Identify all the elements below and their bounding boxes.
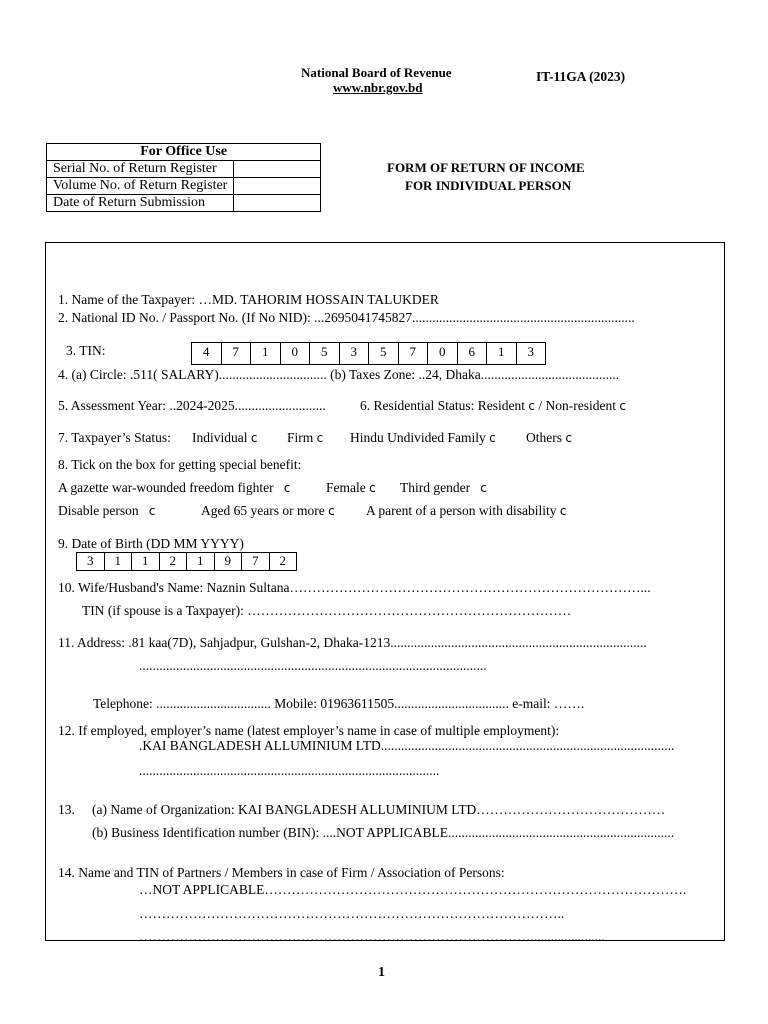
- page-number: 1: [378, 965, 385, 980]
- digit-box[interactable]: 5: [310, 343, 340, 364]
- dob-label: 9. Date of Birth (DD MM YYYY): [58, 536, 244, 551]
- field-13-number: 13.: [58, 802, 75, 817]
- office-use-heading: For Office Use: [47, 144, 321, 161]
- office-use-table: [46, 143, 321, 212]
- benefit-freedom-fighter: [58, 480, 290, 496]
- digit-box[interactable]: 7: [242, 553, 270, 570]
- field-spouse-tin: TIN (if spouse is a Taxpayer): ………………………………………………………………: [82, 603, 572, 618]
- office-row-field[interactable]: [234, 178, 321, 195]
- table-row: [47, 195, 321, 212]
- status-others: [526, 430, 572, 446]
- field-employer-name: .KAI BANGLADESH ALLUMINIUM LTD.......................................................................................: [139, 738, 675, 753]
- field-employer-cont: .........................................................................................: [139, 763, 440, 778]
- checkbox-others[interactable]: c: [565, 431, 572, 445]
- field-circle-zone: 4. (a) Circle: .511( SALARY)................................ (b) Taxes Zone: ..24, Dhaka.........................................: [58, 367, 620, 382]
- benefit-label: A gazette war-wounded freedom fighter: [58, 480, 274, 495]
- office-row-label: Date of Return Submission: [47, 195, 234, 212]
- benefit-label: Aged 65 years or more: [201, 503, 325, 518]
- digit-box[interactable]: 2: [270, 553, 298, 570]
- office-row-field[interactable]: [234, 161, 321, 178]
- dob-boxes: [76, 552, 297, 571]
- checkbox-resident[interactable]: c: [528, 399, 535, 413]
- digit-box[interactable]: 1: [487, 343, 517, 364]
- digit-box[interactable]: 9: [215, 553, 243, 570]
- checkbox-disable[interactable]: c: [148, 504, 156, 518]
- field-taxpayer-name: 1. Name of the Taxpayer: …MD. TAHORIM HOSSAIN TALUKDER: [58, 292, 439, 307]
- field-spouse-name: 10. Wife/Husband's Name: Naznin Sultana……………………………………………………………………...: [58, 580, 651, 595]
- field-employer-label: 12. If employed, employer’s name (latest employer’s name in case of multiple employment):: [58, 723, 560, 738]
- digit-box[interactable]: 7: [399, 343, 429, 364]
- field-assessment-year: 5. Assessment Year: ..2024-2025...........................: [58, 398, 326, 413]
- taxpayer-status-label: 7. Taxpayer’s Status:: [58, 430, 171, 445]
- benefit-label: A parent of a person with disability: [366, 503, 557, 518]
- field-nid: 2. National ID No. / Passport No. (If No NID): ...2695041745827..................................................................: [58, 310, 635, 325]
- benefit-label: Disable person: [58, 503, 139, 518]
- checkbox-individual[interactable]: c: [250, 431, 258, 445]
- field-address-cont: .......................................................................................................: [139, 658, 487, 673]
- digit-box[interactable]: 0: [281, 343, 311, 364]
- digit-box[interactable]: 3: [340, 343, 370, 364]
- checkbox-huf[interactable]: c: [489, 431, 496, 445]
- table-row: [47, 178, 321, 195]
- benefit-disable: [58, 503, 155, 519]
- status-option-label: Firm: [287, 430, 314, 445]
- field-address: 11. Address: .81 kaa(7D), Sahjadpur, Gulshan-2, Dhaka-1213............................................................................: [58, 635, 647, 650]
- status-individual: [192, 430, 257, 446]
- status-option-label: Individual: [192, 430, 248, 445]
- field-residential-status: [360, 398, 626, 414]
- field-bin: (b) Business Identification number (BIN): ....NOT APPLICABLE...................................................................: [92, 825, 675, 840]
- office-row-label: Serial No. of Return Register: [47, 161, 234, 178]
- checkbox-aged[interactable]: c: [328, 504, 335, 518]
- benefit-label: Female: [326, 480, 366, 495]
- checkbox-parent-disability[interactable]: c: [559, 504, 567, 518]
- benefit-parent-disability: [366, 503, 566, 519]
- digit-box[interactable]: 0: [428, 343, 458, 364]
- checkbox-female[interactable]: c: [369, 481, 376, 495]
- field-organization: (a) Name of Organization: KAI BANGLADESH ALLUMINIUM LTD……………………………………: [92, 802, 666, 817]
- digit-box[interactable]: 4: [192, 343, 222, 364]
- table-row: [47, 161, 321, 178]
- checkbox-nonresident[interactable]: c: [619, 399, 626, 413]
- status-huf: [350, 430, 496, 446]
- digit-box[interactable]: 1: [105, 553, 133, 570]
- digit-box[interactable]: 7: [222, 343, 252, 364]
- status-option-label: Hindu Undivided Family: [350, 430, 486, 445]
- status-option-label: Others: [526, 430, 562, 445]
- digit-box[interactable]: 3: [517, 343, 547, 364]
- digit-box[interactable]: 1: [251, 343, 281, 364]
- digit-box[interactable]: 6: [458, 343, 488, 364]
- tin-label: 3. TIN:: [66, 343, 106, 358]
- org-name: National Board of Revenue: [301, 65, 452, 80]
- tin-boxes: [191, 342, 546, 365]
- nonresident-label: / Non-resident: [538, 398, 616, 413]
- office-row-label: Volume No. of Return Register: [47, 178, 234, 195]
- field-partners-line2: …………………………………………………………………………………..: [139, 906, 565, 921]
- special-benefit-label: 8. Tick on the box for getting special benefit:: [58, 457, 302, 472]
- digit-box[interactable]: 5: [369, 343, 399, 364]
- checkbox-freedom-fighter[interactable]: c: [283, 481, 291, 495]
- field-telephone: Telephone: .................................. Mobile: 01963611505.................................. e-mail: …….: [93, 696, 585, 711]
- benefit-label: Third gender: [400, 480, 471, 495]
- office-row-field[interactable]: [234, 195, 321, 212]
- field-partners-label: 14. Name and TIN of Partners / Members in case of Firm / Association of Persons:: [58, 865, 505, 880]
- website-link[interactable]: www.nbr.gov.bd: [333, 80, 423, 95]
- digit-box[interactable]: 2: [160, 553, 188, 570]
- form-title-line2: FOR INDIVIDUAL PERSON: [405, 178, 572, 193]
- field-partners-line3: ……………………………………………………………………………......................: [139, 929, 605, 944]
- checkbox-third-gender[interactable]: c: [480, 481, 487, 495]
- digit-box[interactable]: 1: [187, 553, 215, 570]
- status-firm: [287, 430, 323, 446]
- form-code: IT-11GA (2023): [536, 69, 626, 84]
- form-title-line1: FORM OF RETURN OF INCOME: [387, 160, 585, 175]
- field-partners-value: …NOT APPLICABLE………………………………………………………………………………….: [139, 882, 687, 897]
- benefit-third-gender: [400, 480, 487, 496]
- digit-box[interactable]: 3: [77, 553, 105, 570]
- resident-label: 6. Residential Status: Resident: [360, 398, 525, 413]
- benefit-aged: [201, 503, 335, 519]
- benefit-female: [326, 480, 376, 496]
- checkbox-firm[interactable]: c: [316, 431, 324, 445]
- digit-box[interactable]: 1: [132, 553, 160, 570]
